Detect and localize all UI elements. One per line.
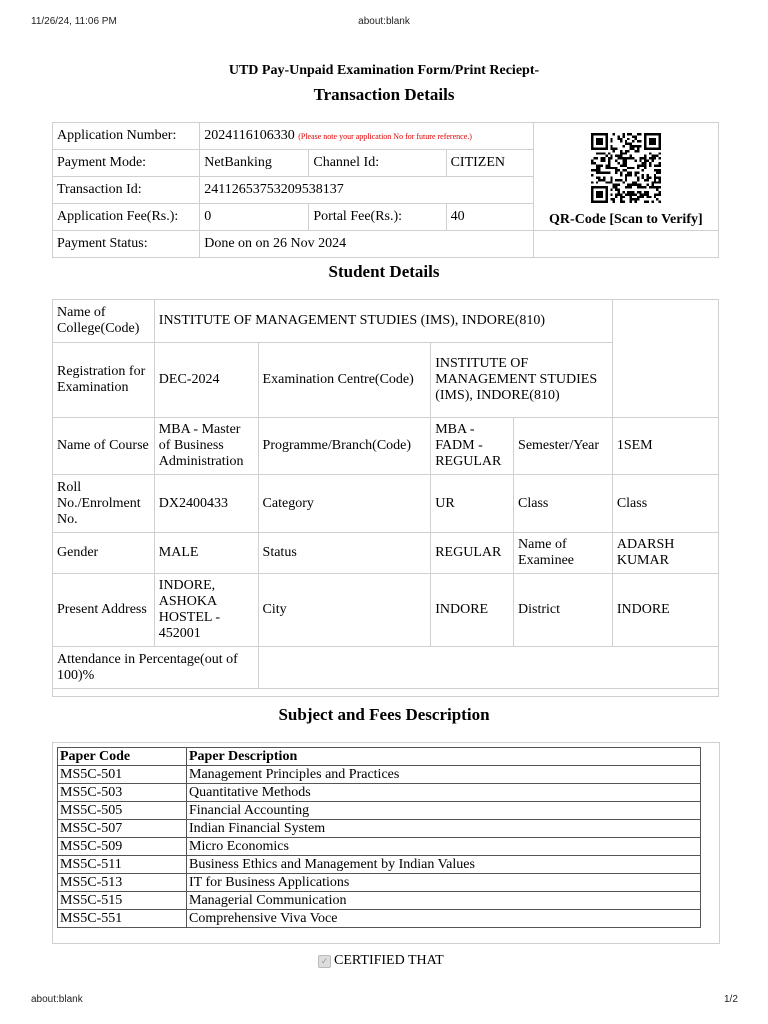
- subjects-container: [52, 742, 720, 944]
- class-value: Class: [612, 475, 718, 533]
- transaction-id: 24112653753209538137: [200, 177, 533, 204]
- print-url: about:blank: [358, 16, 410, 27]
- student-heading: Student Details: [328, 262, 440, 281]
- qr-label: QR-Code [Scan to Verify]: [549, 212, 703, 227]
- status-value: REGULAR: [431, 533, 514, 574]
- district-value: INDORE: [612, 574, 718, 647]
- paper-description: Business Ethics and Management by Indian Values: [187, 856, 701, 874]
- certify-row: [318, 953, 444, 969]
- table-row: [58, 838, 701, 856]
- table-row: [58, 766, 701, 784]
- course-label: Name of Course: [53, 418, 155, 475]
- paper-code: MS5C-513: [58, 874, 187, 892]
- category-label: Category: [258, 475, 431, 533]
- table-row: [58, 892, 701, 910]
- qr-code-icon: [590, 133, 662, 203]
- app-number-cell: [200, 123, 533, 150]
- roll-value: DX2400433: [154, 475, 258, 533]
- paper-description: Comprehensive Viva Voce: [187, 910, 701, 928]
- centre-value: INSTITUTE OF MANAGEMENT STUDIES (IMS), INDORE(810): [431, 343, 613, 418]
- centre-label: Examination Centre(Code): [258, 343, 431, 418]
- app-fee-label: Application Fee(Rs.):: [53, 204, 200, 231]
- paper-code: MS5C-511: [58, 856, 187, 874]
- table-row: [58, 910, 701, 928]
- app-fee: 0: [200, 204, 309, 231]
- channel-label: Channel Id:: [309, 150, 446, 177]
- footer-url: about:blank: [31, 994, 83, 1005]
- course-value: MBA - Master of Business Administration: [154, 418, 258, 475]
- app-number-note: (Please note your application No for future reference.): [298, 132, 472, 141]
- semester-label: Semester/Year: [514, 418, 613, 475]
- roll-label: Roll No./Enrolment No.: [53, 475, 155, 533]
- student-table: [52, 299, 719, 697]
- college-label: Name of College(Code): [53, 300, 155, 343]
- address-label: Present Address: [53, 574, 155, 647]
- transaction-table: [52, 122, 719, 258]
- class-label: Class: [514, 475, 613, 533]
- examinee-value: ADARSH KUMAR: [612, 533, 718, 574]
- semester-value: 1SEM: [612, 418, 718, 475]
- paper-code: MS5C-505: [58, 802, 187, 820]
- subjects-heading: Subject and Fees Description: [278, 705, 490, 724]
- paper-code: MS5C-551: [58, 910, 187, 928]
- app-number-label: Application Number:: [53, 123, 200, 150]
- portal-fee: 40: [446, 204, 533, 231]
- certify-label: CERTIFIED THAT: [334, 953, 444, 968]
- paper-description: Micro Economics: [187, 838, 701, 856]
- paper-description: Indian Financial System: [187, 820, 701, 838]
- attendance-value: [258, 647, 718, 689]
- district-label: District: [514, 574, 613, 647]
- table-row: [58, 784, 701, 802]
- programme-label: Programme/Branch(Code): [258, 418, 431, 475]
- paper-code: MS5C-515: [58, 892, 187, 910]
- registration-label: Registration for Examination: [53, 343, 155, 418]
- city-value: INDORE: [431, 574, 514, 647]
- empty-cell: [612, 300, 718, 418]
- paper-description: Managerial Communication: [187, 892, 701, 910]
- col-paper-code: Paper Code: [58, 748, 187, 766]
- col-paper-description: Paper Description: [187, 748, 701, 766]
- registration-value: DEC-2024: [154, 343, 258, 418]
- payment-mode-label: Payment Mode:: [53, 150, 200, 177]
- category-value: UR: [431, 475, 514, 533]
- transaction-id-label: Transaction Id:: [53, 177, 200, 204]
- status-label: Status: [258, 533, 431, 574]
- gender-value: MALE: [154, 533, 258, 574]
- payment-mode: NetBanking: [200, 150, 309, 177]
- payment-status-label: Payment Status:: [53, 231, 200, 258]
- table-row: [58, 856, 701, 874]
- paper-description: Quantitative Methods: [187, 784, 701, 802]
- address-value: INDORE, ASHOKA HOSTEL - 452001: [154, 574, 258, 647]
- examinee-label: Name of Examinee: [514, 533, 613, 574]
- table-row: [58, 874, 701, 892]
- table-row: [58, 802, 701, 820]
- qr-cell: [533, 123, 718, 231]
- college-value: INSTITUTE OF MANAGEMENT STUDIES (IMS), INDORE(810): [154, 300, 612, 343]
- paper-description: Financial Accounting: [187, 802, 701, 820]
- print-datetime: 11/26/24, 11:06 PM: [31, 16, 117, 27]
- programme-value: MBA - FADM - REGULAR: [431, 418, 514, 475]
- payment-status: Done on on 26 Nov 2024: [200, 231, 533, 258]
- table-row: [58, 820, 701, 838]
- paper-code: MS5C-509: [58, 838, 187, 856]
- paper-code: MS5C-503: [58, 784, 187, 802]
- channel-value: CITIZEN: [446, 150, 533, 177]
- attendance-label: Attendance in Percentage(out of 100)%: [53, 647, 259, 689]
- empty-cell: [533, 231, 718, 258]
- page-title: UTD Pay-Unpaid Examination Form/Print Reciept-: [228, 63, 540, 78]
- subjects-table: [57, 747, 701, 928]
- paper-code: MS5C-507: [58, 820, 187, 838]
- paper-code: MS5C-501: [58, 766, 187, 784]
- paper-description: IT for Business Applications: [187, 874, 701, 892]
- transaction-heading: Transaction Details: [313, 85, 455, 104]
- certify-checkbox[interactable]: ✓: [318, 955, 331, 968]
- paper-description: Management Principles and Practices: [187, 766, 701, 784]
- page-number: 1/2: [724, 994, 738, 1005]
- gender-label: Gender: [53, 533, 155, 574]
- app-number: 2024116106330: [204, 128, 295, 143]
- spacer-row: [53, 689, 719, 697]
- city-label: City: [258, 574, 431, 647]
- portal-fee-label: Portal Fee(Rs.):: [309, 204, 446, 231]
